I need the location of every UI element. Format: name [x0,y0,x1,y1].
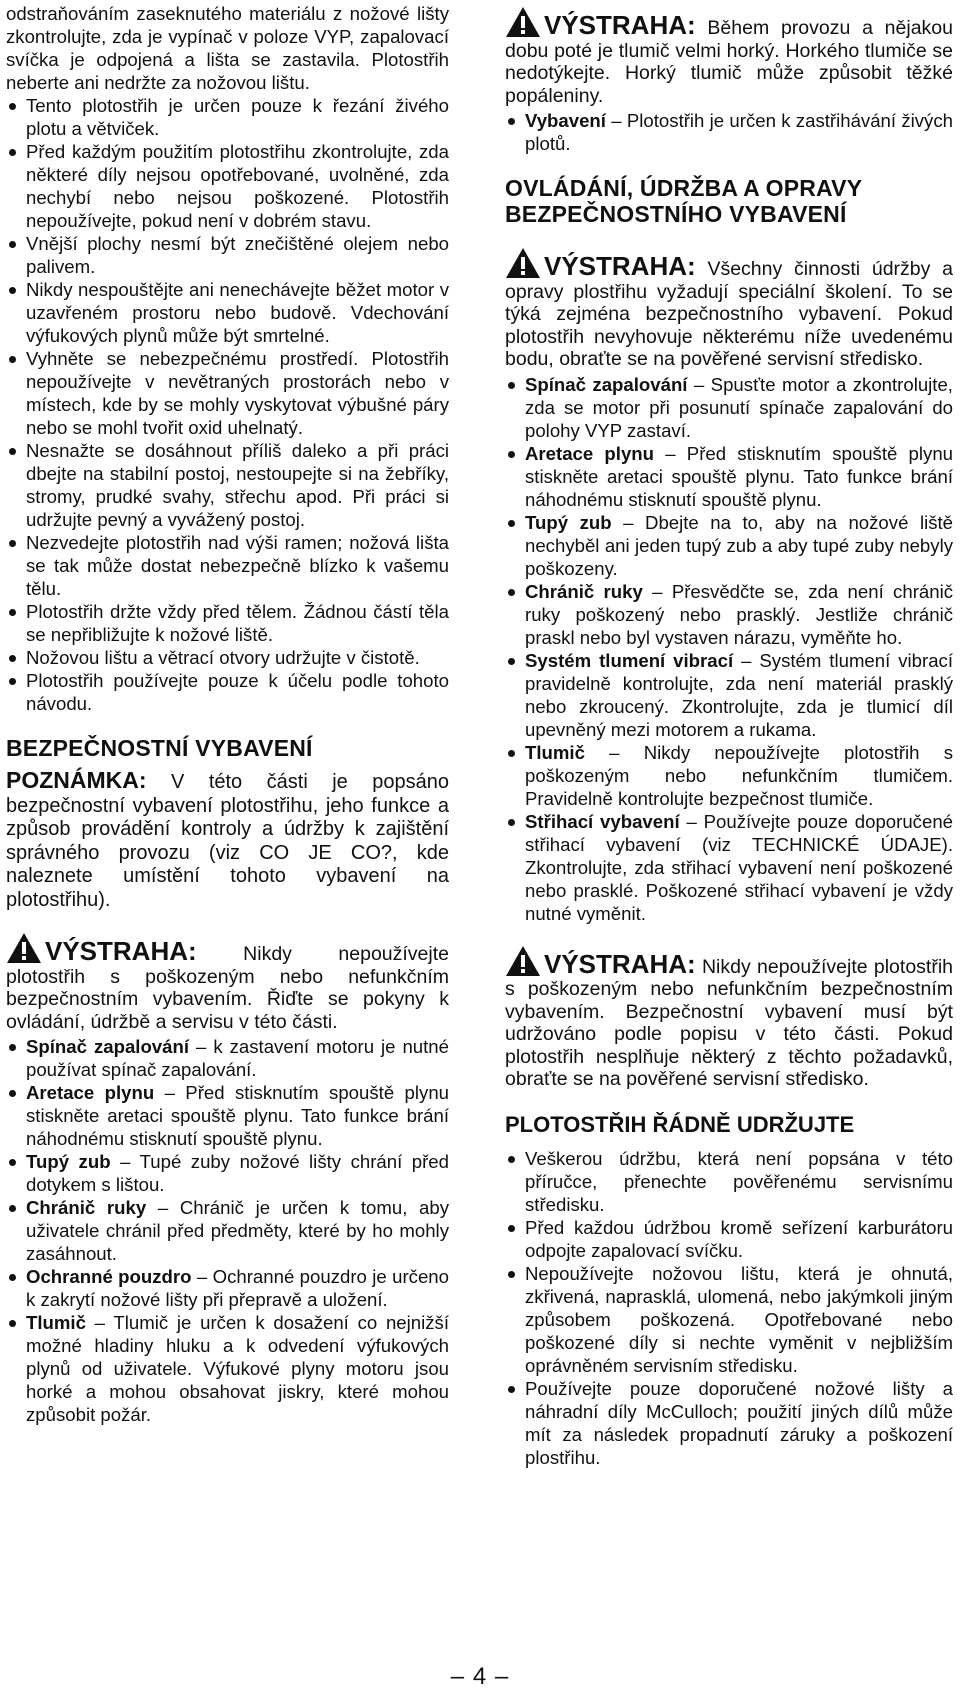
warning-paragraph [505,247,953,371]
list-item [6,1081,449,1150]
item-term: Aretace plynu [26,1082,155,1103]
list-item: Plotostřih používejte pouze k účelu podle tohoto návodu. [6,669,449,715]
item-text: – k zastavení motoru je nutné používat spínač zapalování. [26,1036,449,1080]
warning-icon [6,932,42,964]
warning-label: VÝSTRAHA: [544,251,696,281]
list-item: Nikdy nespouštějte ani nenechávejte běžet motor v uzavřeném prostoru nebo budově. Vdechování výfukových plynů může být smrtelné. [6,278,449,347]
warning-icon [505,247,541,279]
list-item [505,810,953,925]
item-term: Tlumič [525,741,585,763]
warning-paragraph [505,6,953,107]
maintenance-heading: OVLÁDÁNÍ, ÚDRŽBA A OPRAVY BEZPEČNOSTNÍHO VYBAVENÍ [505,175,862,227]
warning-icon [505,945,541,977]
safety-equipment-heading: BEZPEČNOSTNÍ VYBAVENÍ [6,735,313,761]
warning-text: Všechny činnosti údržby a opravy plostřihu vyžadují speciální školení. To se týká zejména bezpečnostního vybavení. Pokud plotostřih nevyhovuje některému níže uvedenému bodu, obraťte se na pověřené servisní středisko. [505,258,953,370]
warning-label: VÝSTRAHA: [45,936,197,966]
item-term: Střihací vybavení [525,810,680,832]
item-term: Spínač zapalování [525,373,688,395]
intro-paragraph: odstraňováním zaseknutého materiálu z nožové lišty zkontrolujte, zda je vypínač v poloze VYP, zapalovací svíčka je odpojená a lišta se zastavila. Plotostřih neberte ani nedržte za nožovou lištu. [6,3,449,93]
equipment-note-list [505,109,953,155]
upkeep-heading: PLOTOSTŘIH ŘÁDNĚ UDRŽUJTE [505,1111,855,1137]
list-item [505,649,953,741]
item-term: Aretace plynu [525,442,655,464]
safety-bullet-list [6,94,449,715]
item-term: Spínač zapalování [26,1036,190,1057]
item-text: – Nikdy nepoužívejte plotostřih s poškozeným nebo nefunkčním tlumičem. Pravidelně kontrolujte bezpečnost tlumiče. [525,741,954,809]
list-item: Veškerou údržbu, která není popsána v této příručce, přenechte pověřenému servisnímu středisku. [505,1147,953,1216]
list-item: Nožovou lištu a větrací otvory udržujte v čistotě. [6,646,449,669]
list-item: Tento plotostřih je určen pouze k řezání živého plotu a větviček. [6,94,449,140]
item-text: – Používejte pouze doporučené střihací vybavení (viz TECHNICKÉ ÚDAJE). Zkontrolujte, zda střihací vybavení není poškozené nebo prasklé. Poškozené střihací vybavení je vždy nutné vyměnit. [525,810,953,924]
page-number: – 4 – [450,1663,510,1690]
item-text: – Spusťte motor a zkontrolujte, zda se motor při posunutí spínače zapalování do polohy VYP zastaví. [525,373,953,441]
warning-label: VÝSTRAHA: [544,948,696,979]
list-item: Před každým použitím plotostřihu zkontrolujte, zda některé díly nejsou opotřebované, uvolněné, zda nechybí nebo nejsou poškozené. Plotostřih nepoužívejte, pokud není v dobrém stavu. [6,140,449,232]
note-label: POZNÁMKA: [6,767,147,793]
warning-text: Během provozu a nějakou dobu poté je tlumič velmi horký. Horkého tlumiče se nedotýkejte. Horký tlumič může způsobit těžké popáleniny. [505,17,953,107]
item-text: – Tlumič je určen k dosažení co nejnižší možné hladiny hluku a k odvedení výfukových plynů od uživatele. Výfukové plyny motoru jsou horké a mohou obsahovat jiskry, které mohou způsobit požár. [26,1312,450,1425]
warning-paragraph [505,945,953,1091]
item-text: – Před stisknutím spouště plynu stiskněte aretaci spouště plynu. Tato funkce brání náhodnému stisknutí spouště plynu. [26,1082,449,1149]
list-item [505,741,953,810]
item-text: – Plotostřih je určen k zastřihávání živých plotů. [525,110,953,154]
list-item [6,1311,449,1426]
equipment-list [6,1035,449,1426]
note-text: V této části je popsáno bezpečnostní vybavení plotostřihu, jeho funkce a způsob provádění kontroly a údržby k zajištění správného provozu (viz CO JE CO?, kde naleznete umístění tohoto vybavení na plotostřihu). [6,771,449,911]
left-column [6,2,449,1426]
list-item: Plotostřih držte vždy před tělem. Žádnou částí těla se nepřibližujte k nožové liště. [6,600,449,646]
right-column [505,2,953,1469]
item-text: – Tupé zuby nožové lišty chrání před dotykem s lištou. [26,1151,449,1195]
list-item [6,1196,449,1265]
warning-text: Nikdy nepoužívejte plotostřih s poškozeným nebo nefunkčním bezpečnostním vybavením. Bezpečnostní vybavení musí být udržováno podle popisu v této části. Pokud plotostřih nesplňuje některý z těchto požadavků, obraťte se na pověřené servisní středisko. [505,955,953,1090]
list-item [505,109,953,155]
list-item: Nepoužívejte nožovou lištu, která je ohnutá, zkřivená, naprasklá, ulomená, nebo jakýmkoli jiným způsobem poškozená. Opotřebované nebo poškozené díly si nechte vyměnit v nejbližším oprávněném servisním středisku. [505,1262,953,1377]
warning-paragraph [6,932,449,1033]
item-text: – Ochranné pouzdro je určeno k zakrytí nožové lišty při přepravě a uložení. [26,1266,449,1310]
maintenance-list [505,373,953,925]
list-item: Nezvedejte plotostřih nad výši ramen; nožová lišta se tak může dostat nebezpečně blízko k vašemu tělu. [6,531,449,600]
list-item [505,580,953,649]
list-item: Před každou údržbou kromě seřízení karburátoru odpojte zapalovací svíčku. [505,1216,953,1262]
list-item [6,1035,449,1081]
list-item [505,373,953,442]
list-item [505,442,953,511]
item-text: – Chránič je určen k tomu, aby uživatele chránil před předměty, které by ho mohly zasáhnout. [26,1197,450,1264]
note-paragraph [6,769,449,912]
item-term: Tlumič [26,1312,86,1333]
list-item [6,1150,449,1196]
item-term: Chránič ruky [525,580,643,602]
warning-icon [505,6,541,38]
item-text: – Před stisknutím spouště plynu stiskněte aretaci spouště plynu. Tato funkce brání náhodnému stisknutí spouště plynu. [525,442,954,510]
warning-label: VÝSTRAHA: [544,10,696,40]
item-term: Systém tlumení vibrací [525,649,734,671]
item-term: Ochranné pouzdro [26,1266,192,1287]
item-text: – Dbejte na to, aby na nožové liště nechyběl ani jeden tupý zub a aby tupé zuby nebyly poškozeny. [525,511,954,579]
list-item [6,1265,449,1311]
item-text: – Systém tlumení vibrací pravidelně kontrolujte, zda není materiál prasklý nebo zkroucený. Zkontrolujte, zda je tlumicí díl upevněný mezi motorem a rukama. [525,649,953,740]
list-item: Používejte pouze doporučené nožové lišty a náhradní díly McCulloch; použití jiných dílů může mít za následek propadnutí záruky a poškození plostřihu. [505,1377,953,1469]
list-item [505,511,953,580]
item-term: Tupý zub [525,511,612,533]
list-item: Vnější plochy nesmí být znečištěné olejem nebo palivem. [6,232,449,278]
item-term: Vybavení [525,110,606,131]
upkeep-list [505,1147,953,1469]
list-item: Vyhněte se nebezpečnému prostředí. Plotostřih nepoužívejte v nevětraných prostorách nebo v místech, kde by se mohly vyskytovat výbušné páry nebo se mohl tvořit oxid uhelnatý. [6,347,449,439]
item-text: – Přesvědčte se, zda není chránič ruky poškozený nebo prasklý. Jestliže chránič praskl nebo byl vystaven nárazu, vyměňte ho. [525,580,953,648]
warning-text: Nikdy nepoužívejte plotostřih s poškozeným nebo nefunkčním bezpečnostním vybavením. Řiďte se pokyny k ovládání, údržbě a servisu v této části. [6,943,450,1033]
list-item: Nesnažte se dosáhnout příliš daleko a při práci dbejte na stabilní postoj, nestoupejte si na žebříky, stromy, prudké svahy, střechu apod. Při práci si udržujte pevný a vyvážený postoj. [6,439,449,531]
item-term: Tupý zub [26,1151,111,1172]
item-term: Chránič ruky [26,1197,147,1218]
